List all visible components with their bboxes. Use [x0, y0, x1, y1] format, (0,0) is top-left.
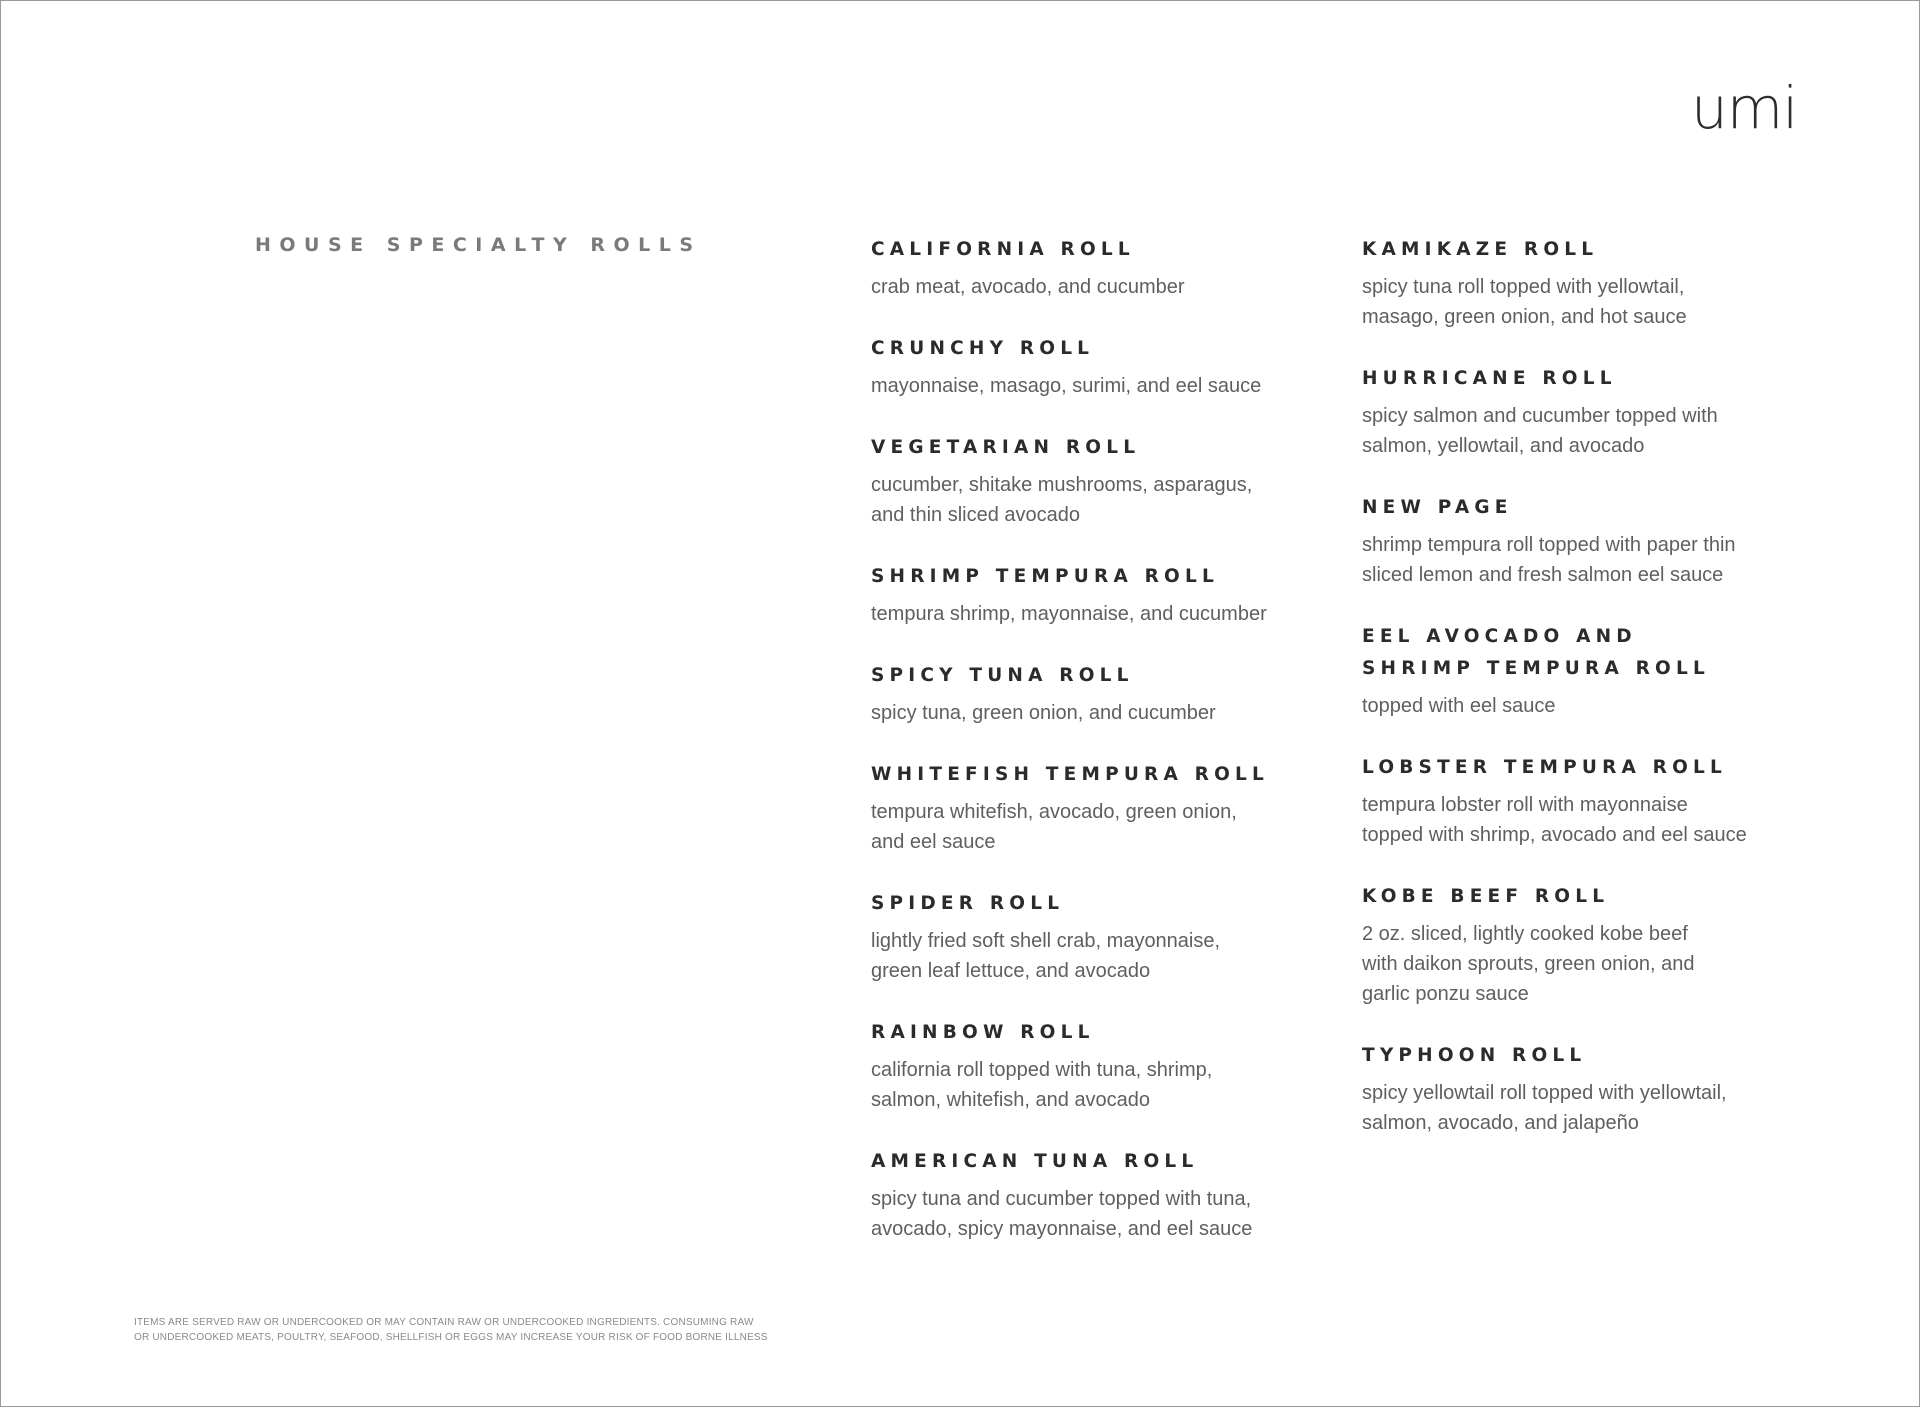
menu-item	[871, 333, 1301, 401]
menu-item	[1362, 1040, 1792, 1138]
section-title: HOUSE SPECIALTY ROLLS	[255, 234, 702, 256]
menu-item	[1362, 234, 1792, 332]
item-description: crab meat, avocado, and cucumber	[871, 276, 1185, 298]
menu-column-left	[871, 234, 1301, 1275]
menu-item	[871, 561, 1301, 629]
item-name: KOBE BEEF ROLL	[1362, 886, 1610, 907]
item-description: topped with eel sauce	[1362, 695, 1556, 717]
item-description: 2 oz. sliced, lightly cooked kobe beef with daikon sprouts, green onion, and garlic ponzu sauce	[1362, 923, 1695, 1005]
menu-item	[871, 432, 1301, 530]
menu-item	[871, 1017, 1301, 1115]
item-name: KAMIKAZE ROLL	[1362, 239, 1599, 260]
menu-item	[1362, 881, 1792, 1009]
item-name: SPIDER ROLL	[871, 893, 1065, 914]
item-description: spicy tuna and cucumber topped with tuna, avocado, spicy mayonnaise, and eel sauce	[871, 1188, 1253, 1240]
item-description: tempura whitefish, avocado, green onion, and eel sauce	[871, 801, 1237, 853]
menu-item	[871, 759, 1301, 857]
item-name: LOBSTER TEMPURA ROLL	[1362, 757, 1728, 778]
item-description: spicy tuna, green onion, and cucumber	[871, 702, 1216, 724]
menu-item	[1362, 752, 1792, 850]
menu-item	[871, 1146, 1301, 1244]
menu-column-right	[1362, 234, 1792, 1169]
item-description: cucumber, shitake mushrooms, asparagus, and thin sliced avocado	[871, 474, 1253, 526]
item-name: RAINBOW ROLL	[871, 1022, 1095, 1043]
item-description: shrimp tempura roll topped with paper thin sliced lemon and fresh salmon eel sauce	[1362, 534, 1736, 586]
item-description: spicy tuna roll topped with yellowtail, masago, green onion, and hot sauce	[1362, 276, 1687, 328]
menu-item	[1362, 492, 1792, 590]
item-name: WHITEFISH TEMPURA ROLL	[871, 764, 1269, 785]
item-name: SHRIMP TEMPURA ROLL	[871, 566, 1219, 587]
menu-item	[1362, 621, 1792, 721]
item-description: spicy yellowtail roll topped with yellowtail, salmon, avocado, and jalapeño	[1362, 1082, 1727, 1134]
menu-item	[871, 888, 1301, 986]
item-description: lightly fried soft shell crab, mayonnaise, green leaf lettuce, and avocado	[871, 930, 1221, 982]
item-name: TYPHOON ROLL	[1362, 1045, 1587, 1066]
item-description: california roll topped with tuna, shrimp, salmon, whitefish, and avocado	[871, 1059, 1213, 1111]
item-name: CALIFORNIA ROLL	[871, 239, 1135, 260]
item-description: tempura lobster roll with mayonnaise topped with shrimp, avocado and eel sauce	[1362, 794, 1747, 846]
item-name: SPICY TUNA ROLL	[871, 665, 1134, 686]
item-description: mayonnaise, masago, surimi, and eel sauce	[871, 375, 1262, 397]
item-name: AMERICAN TUNA ROLL	[871, 1151, 1199, 1172]
item-name: EEL AVOCADO AND SHRIMP TEMPURA ROLL	[1362, 626, 1710, 679]
menu-item	[1362, 363, 1792, 461]
item-name: NEW PAGE	[1362, 497, 1513, 518]
item-name: CRUNCHY ROLL	[871, 338, 1095, 359]
item-name: VEGETARIAN ROLL	[871, 437, 1141, 458]
menu-item	[871, 234, 1301, 302]
item-name: HURRICANE ROLL	[1362, 368, 1617, 389]
food-safety-disclaimer: ITEMS ARE SERVED RAW OR UNDERCOOKED OR MAY CONTAIN RAW OR UNDERCOOKED INGREDIENTS. CONSUMING RAW OR UNDERCOOKED MEATS, POULTRY, SEAFOOD, SHELLFISH OR EGGS MAY INCREASE YOUR RISK OF FOOD BORNE ILLNESS	[134, 1317, 768, 1343]
umi-logo: umi	[1691, 74, 1798, 142]
item-description: spicy salmon and cucumber topped with salmon, yellowtail, and avocado	[1362, 405, 1718, 457]
menu-item	[871, 660, 1301, 728]
item-description: tempura shrimp, mayonnaise, and cucumber	[871, 603, 1267, 625]
